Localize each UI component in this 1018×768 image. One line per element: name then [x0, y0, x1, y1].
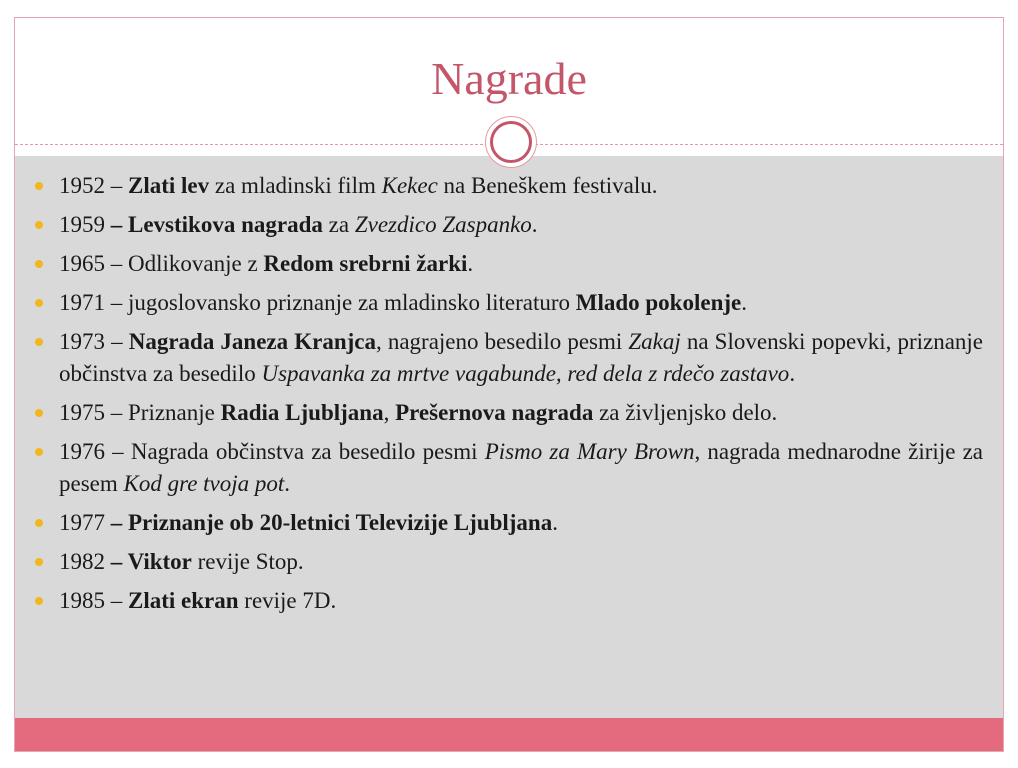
- award-item: [35, 326, 983, 390]
- bullet-icon: [35, 338, 43, 346]
- bullet-icon: [35, 558, 43, 566]
- award-text-segment: 1975 – Priznanje: [59, 400, 221, 425]
- award-text-segment: Zakaj: [628, 329, 681, 354]
- award-text-segment: .: [741, 290, 747, 315]
- award-text-segment: 1977: [59, 510, 111, 535]
- award-text-segment: – Viktor: [110, 549, 192, 574]
- award-text-segment: 1971 – jugoslovansko priznanje za mladinsko literaturo: [59, 290, 576, 315]
- bullet-icon: [35, 221, 43, 229]
- award-text-segment: , nagrada mednarodne žirije za pesem: [59, 439, 984, 496]
- award-text-segment: Zlati lev: [128, 173, 210, 198]
- award-text-segment: ,: [383, 400, 396, 425]
- award-text-segment: 1952 –: [59, 173, 128, 198]
- award-text-segment: za mladinski film: [209, 173, 382, 198]
- award-text-segment: Prešernova nagrada: [395, 400, 594, 425]
- award-item: [35, 436, 983, 500]
- award-text-segment: Kod gre tvoja pot: [123, 471, 285, 496]
- award-item: [35, 507, 983, 539]
- award-text-segment: 1959: [59, 212, 111, 237]
- bullet-icon: [35, 409, 43, 417]
- bullet-icon: [35, 182, 43, 190]
- award-list: [35, 170, 983, 624]
- award-text-segment: 1965 – Odlikovanje z: [59, 251, 264, 276]
- bullet-icon: [35, 597, 43, 605]
- bullet-icon: [35, 299, 43, 307]
- award-text-segment: Uspavanka za mrtve vagabunde, red dela z rdečo zastavo: [261, 361, 790, 386]
- award-text-segment: na Beneškem festivalu.: [437, 173, 658, 198]
- award-item: [35, 209, 983, 241]
- bullet-icon: [35, 260, 43, 268]
- award-text-segment: Zlati ekran: [128, 588, 239, 613]
- award-text-segment: Nagrada Janeza Kranjca: [128, 329, 376, 354]
- award-text-segment: za življenjsko delo.: [593, 400, 778, 425]
- slide: [14, 17, 1004, 752]
- circle-ornament-icon: [490, 121, 532, 163]
- award-item: [35, 248, 983, 280]
- award-text-segment: za: [322, 212, 355, 237]
- award-text-segment: revije 7D.: [238, 588, 337, 613]
- award-text-segment: Zvezdico Zaspanko: [354, 212, 532, 237]
- bullet-icon: [35, 519, 43, 527]
- award-text-segment: 1982: [59, 549, 111, 574]
- award-text-segment: .: [284, 471, 291, 496]
- award-text-segment: – Priznanje ob 20-letnici Televizije Ljubljana: [110, 510, 553, 535]
- award-text-segment: Radia Ljubljana: [220, 400, 384, 425]
- slide-title: Nagrade: [431, 53, 587, 104]
- award-item: [35, 397, 983, 429]
- award-text-segment: revije Stop.: [191, 549, 304, 574]
- award-item: [35, 585, 983, 617]
- footer-bar: [15, 718, 1003, 751]
- award-text-segment: , nagrajeno besedilo pesmi: [375, 329, 629, 354]
- award-text-segment: .: [531, 212, 538, 237]
- bullet-icon: [35, 448, 43, 456]
- award-item: [35, 170, 983, 202]
- award-text-segment: Mlado pokolenje: [575, 290, 742, 315]
- award-text-segment: – Levstikova nagrada: [110, 212, 323, 237]
- award-item: [35, 287, 983, 319]
- award-item: [35, 546, 983, 578]
- award-text-segment: 1973 –: [59, 329, 129, 354]
- award-text-segment: Kekec: [381, 173, 438, 198]
- award-text-segment: Redom srebrni žarki: [263, 251, 468, 276]
- award-text-segment: .: [552, 510, 558, 535]
- award-text-segment: .: [789, 361, 796, 386]
- award-text-segment: 1985 –: [59, 588, 128, 613]
- award-text-segment: .: [467, 251, 474, 276]
- award-text-segment: 1976 – Nagrada občinstva za besedilo pesmi: [59, 439, 485, 464]
- award-text-segment: Pismo za Mary Brown: [484, 439, 695, 464]
- award-text-segment: na Slovenski popevki, priznanje občinstva za besedilo: [59, 329, 984, 386]
